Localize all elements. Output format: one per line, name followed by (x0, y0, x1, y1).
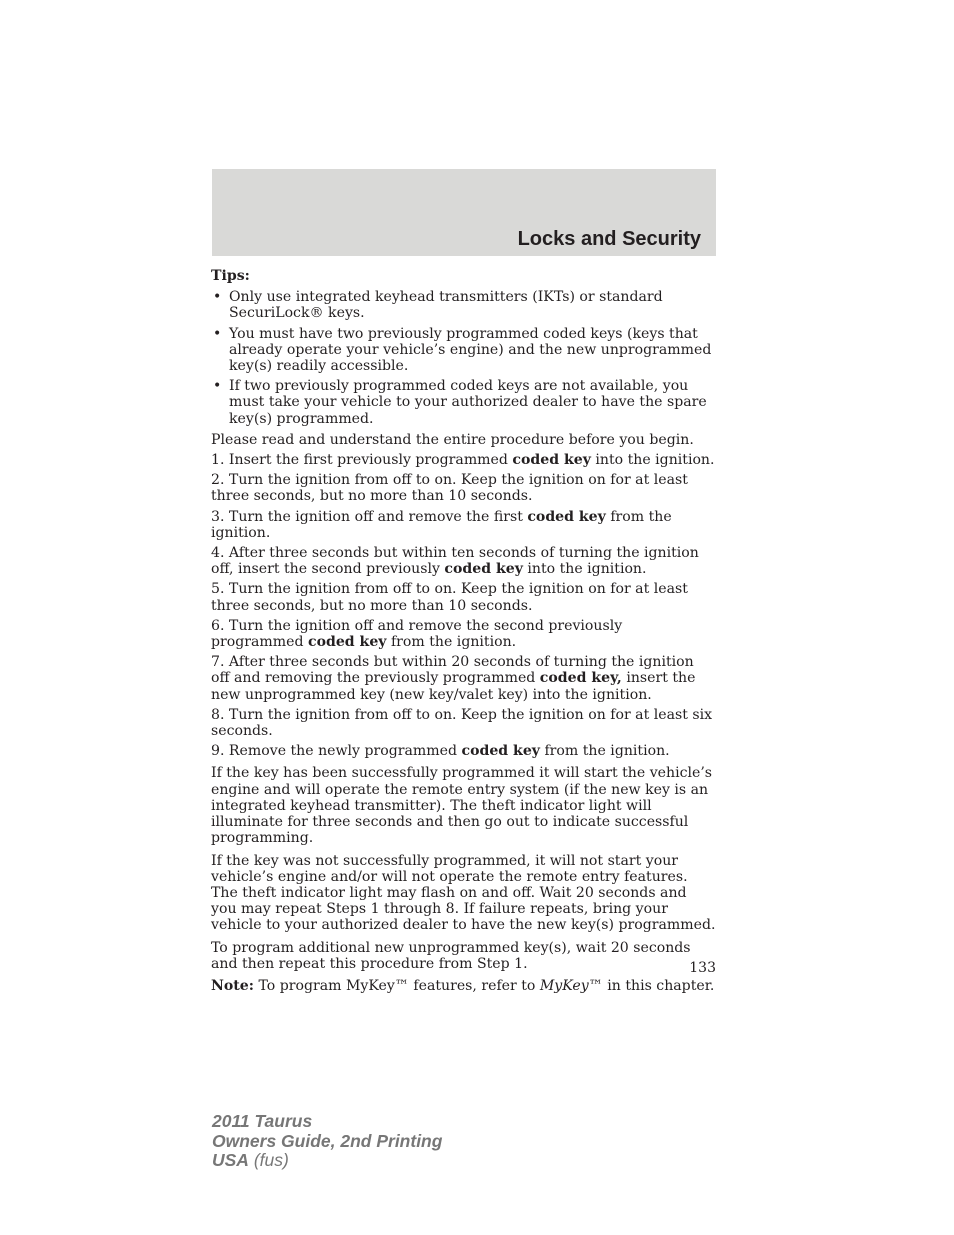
step-9 (211, 743, 716, 759)
footer-model: 2011 Taurus (212, 1111, 313, 1131)
bullet-icon: • (213, 289, 222, 306)
note-text: To program MyKey™ features, refer to (253, 977, 540, 994)
step-text: from the ignition. (386, 634, 517, 651)
document-footer (212, 1112, 442, 1171)
step-emphasis: coded key (307, 634, 387, 651)
step-text: 9. Remove the newly programmed (211, 743, 462, 760)
step-emphasis: coded key, (539, 670, 622, 687)
page-number: 133 (689, 960, 716, 976)
page-content (211, 268, 716, 994)
step-2: 2. Turn the ignition from off to on. Keep the ignition on for at least three seconds, but no more than 10 seconds. (211, 472, 688, 505)
tip-text: You must have two previously programmed coded keys (keys that already operate your vehicle’s engine) and the new unprogrammed key(s) readily accessible. (229, 325, 712, 375)
step-text: into the ignition. (522, 561, 647, 578)
note-reference: MyKey™ (539, 977, 603, 994)
tips-heading: Tips: (211, 268, 250, 284)
step-text: 1. Insert the first previously programmed (211, 452, 513, 469)
section-header-band (212, 169, 716, 256)
step-text: into the ignition. (590, 452, 715, 469)
step-text: from the ignition. (211, 508, 672, 541)
tip-text: Only use integrated keyhead transmitters (IKTs) or standard SecuriLock® keys. (229, 289, 663, 322)
tip-item (211, 289, 716, 321)
step-emphasis: coded key (527, 508, 606, 525)
tip-text: If two previously programmed coded keys are not available, you must take your vehicle to your authorized dealer to have the spare key(s) programmed. (229, 378, 707, 427)
footer-edition: Owners Guide, 2nd Printing (212, 1130, 443, 1151)
step-7 (211, 654, 716, 703)
step-4 (211, 545, 716, 577)
additional-keys-paragraph: To program additional new unprogrammed key(s), wait 20 seconds and then repeat this procedure from Step 1. (211, 939, 691, 972)
step-8: 8. Turn the ignition from off to on. Keep the ignition on for at least six seconds. (211, 706, 713, 740)
step-emphasis: coded key (444, 561, 523, 578)
section-title: Locks and Security (517, 228, 701, 250)
tip-item (211, 378, 716, 427)
footer-market (212, 1151, 442, 1171)
note-paragraph (211, 978, 716, 994)
step-5: 5. Turn the ignition from off to on. Keep the ignition on for at least three seconds, but no more than 10 seconds. (211, 581, 688, 614)
intro-text: Please read and understand the entire procedure before you begin. (211, 431, 694, 448)
bullet-icon: • (213, 325, 222, 342)
note-text: in this chapter. (602, 977, 715, 994)
step-text: insert the new unprogrammed key (new key/valet key) into the ignition. (211, 670, 696, 703)
tip-item (211, 326, 716, 375)
step-text: 6. Turn the ignition off and remove the second previously programmed (211, 617, 623, 651)
step-6 (211, 618, 716, 650)
step-text: from the ignition. (539, 743, 670, 760)
failure-paragraph: If the key was not successfully programmed, it will not start your vehicle’s engine and/or will not operate the remote entry features. The theft indicator light may flash on and off. Wait 20 seconds and you may repeat Steps 1 through 8. If failure repeats, bring your vehicle to your authorized dealer to have the new key(s) programmed. (211, 852, 716, 934)
footer-country: USA (212, 1150, 249, 1170)
note-label: Note: (211, 977, 254, 994)
success-paragraph: If the key has been successfully programmed it will start the vehicle’s engine and will operate the remote entry system (if the new key is an integrated keyhead transmitter). The theft indicator light will illuminate for three seconds and then go out to indicate successful programming. (211, 765, 713, 847)
bullet-icon: • (213, 378, 222, 395)
step-1 (211, 452, 716, 468)
step-text: 4. After three seconds but within ten seconds of turning the ignition off, insert the second previously (211, 545, 699, 578)
step-text: 3. Turn the ignition off and remove the first (211, 508, 528, 525)
step-emphasis: coded key (461, 743, 540, 760)
footer-code: (fus) (248, 1150, 289, 1170)
step-3 (211, 509, 716, 541)
tips-list (211, 289, 716, 427)
step-text: 7. After three seconds but within 20 seconds of turning the ignition off and removing the previously programmed (211, 654, 694, 687)
step-emphasis: coded key (512, 452, 591, 469)
